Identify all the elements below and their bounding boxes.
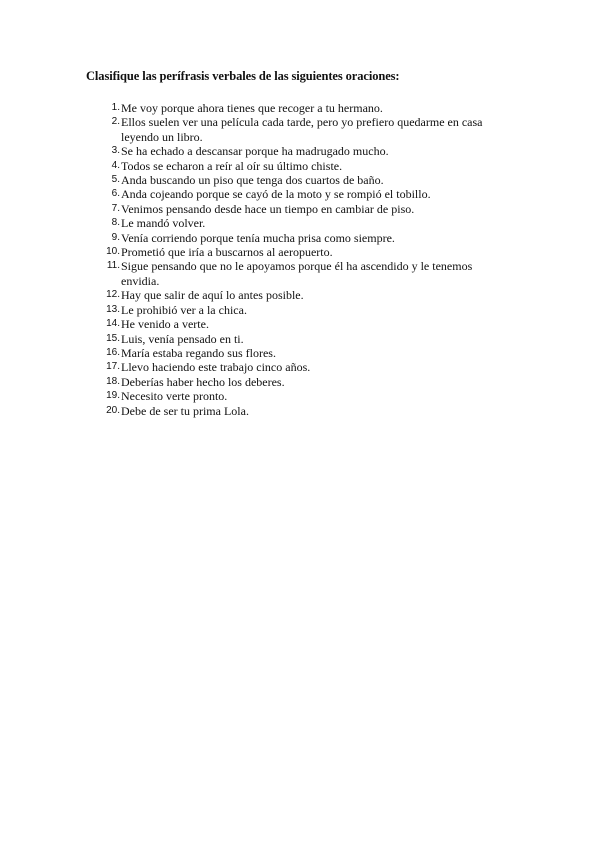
list-item xyxy=(84,360,504,374)
document-title: Clasifique las perífrasis verbales de las siguientes oraciones: xyxy=(86,69,400,83)
item-number: 2. xyxy=(111,116,120,128)
list-item xyxy=(84,101,504,115)
item-number: 17. xyxy=(106,361,120,373)
item-number: 5. xyxy=(111,174,120,186)
item-number: 10. xyxy=(106,246,120,258)
list-item xyxy=(84,303,504,317)
item-text: Me voy porque ahora tienes que recoger a tu hermano. xyxy=(121,101,383,115)
list-item xyxy=(84,187,504,201)
list-item xyxy=(84,216,504,230)
list-item xyxy=(84,288,504,302)
list-item xyxy=(84,202,504,216)
list-item xyxy=(84,173,504,187)
list-item xyxy=(84,144,504,158)
list-item xyxy=(84,317,504,331)
list-item xyxy=(84,115,504,144)
item-text: Le mandó volver. xyxy=(121,216,206,231)
item-text: Debe de ser tu prima Lola. xyxy=(121,403,249,418)
item-number: 3. xyxy=(111,145,120,157)
list-item xyxy=(84,332,504,346)
item-text: Prometió que iría a buscarnos al aeropuerto. xyxy=(121,245,333,260)
item-number: 16. xyxy=(106,346,120,358)
item-number: 9. xyxy=(111,231,120,243)
item-text: Venimos pensando desde hace un tiempo en cambiar de piso. xyxy=(121,201,415,216)
item-text: He venido a verte. xyxy=(121,317,209,332)
item-number: 1. xyxy=(111,102,120,113)
item-text: Ellos suelen ver una película cada tarde, pero yo prefiero quedarme en casa leyendo un libro. xyxy=(121,115,483,144)
list-item xyxy=(84,259,504,288)
item-number: 20. xyxy=(106,404,120,416)
item-text: Deberías haber hecho los deberes. xyxy=(121,374,285,389)
item-text: Luis, venía pensado en ti. xyxy=(121,331,244,346)
list-item xyxy=(84,245,504,259)
item-text: Sigue pensando que no le apoyamos porque él ha ascendido y le tenemos envidia. xyxy=(121,259,473,288)
list-item xyxy=(84,231,504,245)
list-item xyxy=(84,346,504,360)
item-number: 15. xyxy=(106,332,120,344)
item-text: Venía corriendo porque tenía mucha prisa como siempre. xyxy=(121,230,395,245)
item-text: Se ha echado a descansar porque ha madrugado mucho. xyxy=(121,144,389,159)
item-number: 13. xyxy=(106,303,120,315)
item-number: 19. xyxy=(106,390,120,402)
item-number: 14. xyxy=(106,318,120,330)
item-text: María estaba regando sus flores. xyxy=(121,345,276,360)
list-item xyxy=(84,404,504,418)
item-text: Llevo haciendo este trabajo cinco años. xyxy=(121,360,311,375)
list-item xyxy=(84,375,504,389)
item-number: 18. xyxy=(106,375,120,387)
list-item xyxy=(84,389,504,403)
item-text: Hay que salir de aquí lo antes posible. xyxy=(121,288,304,303)
item-number: 6. xyxy=(111,188,120,200)
item-number: 11. xyxy=(106,260,120,272)
item-text: Todos se echaron a reír al oír su último chiste. xyxy=(121,158,343,173)
item-number: 4. xyxy=(111,159,120,171)
item-number: 12. xyxy=(106,289,120,301)
item-number: 7. xyxy=(111,202,120,214)
item-number: 8. xyxy=(111,217,120,229)
exercise-list xyxy=(84,101,504,418)
list-item xyxy=(84,159,504,173)
item-text: Le prohibió ver a la chica. xyxy=(121,302,247,317)
item-text: Anda cojeando porque se cayó de la moto y se rompió el tobillo. xyxy=(121,187,431,202)
item-text: Anda buscando un piso que tenga dos cuartos de baño. xyxy=(121,173,384,188)
item-text: Necesito verte pronto. xyxy=(121,389,228,404)
